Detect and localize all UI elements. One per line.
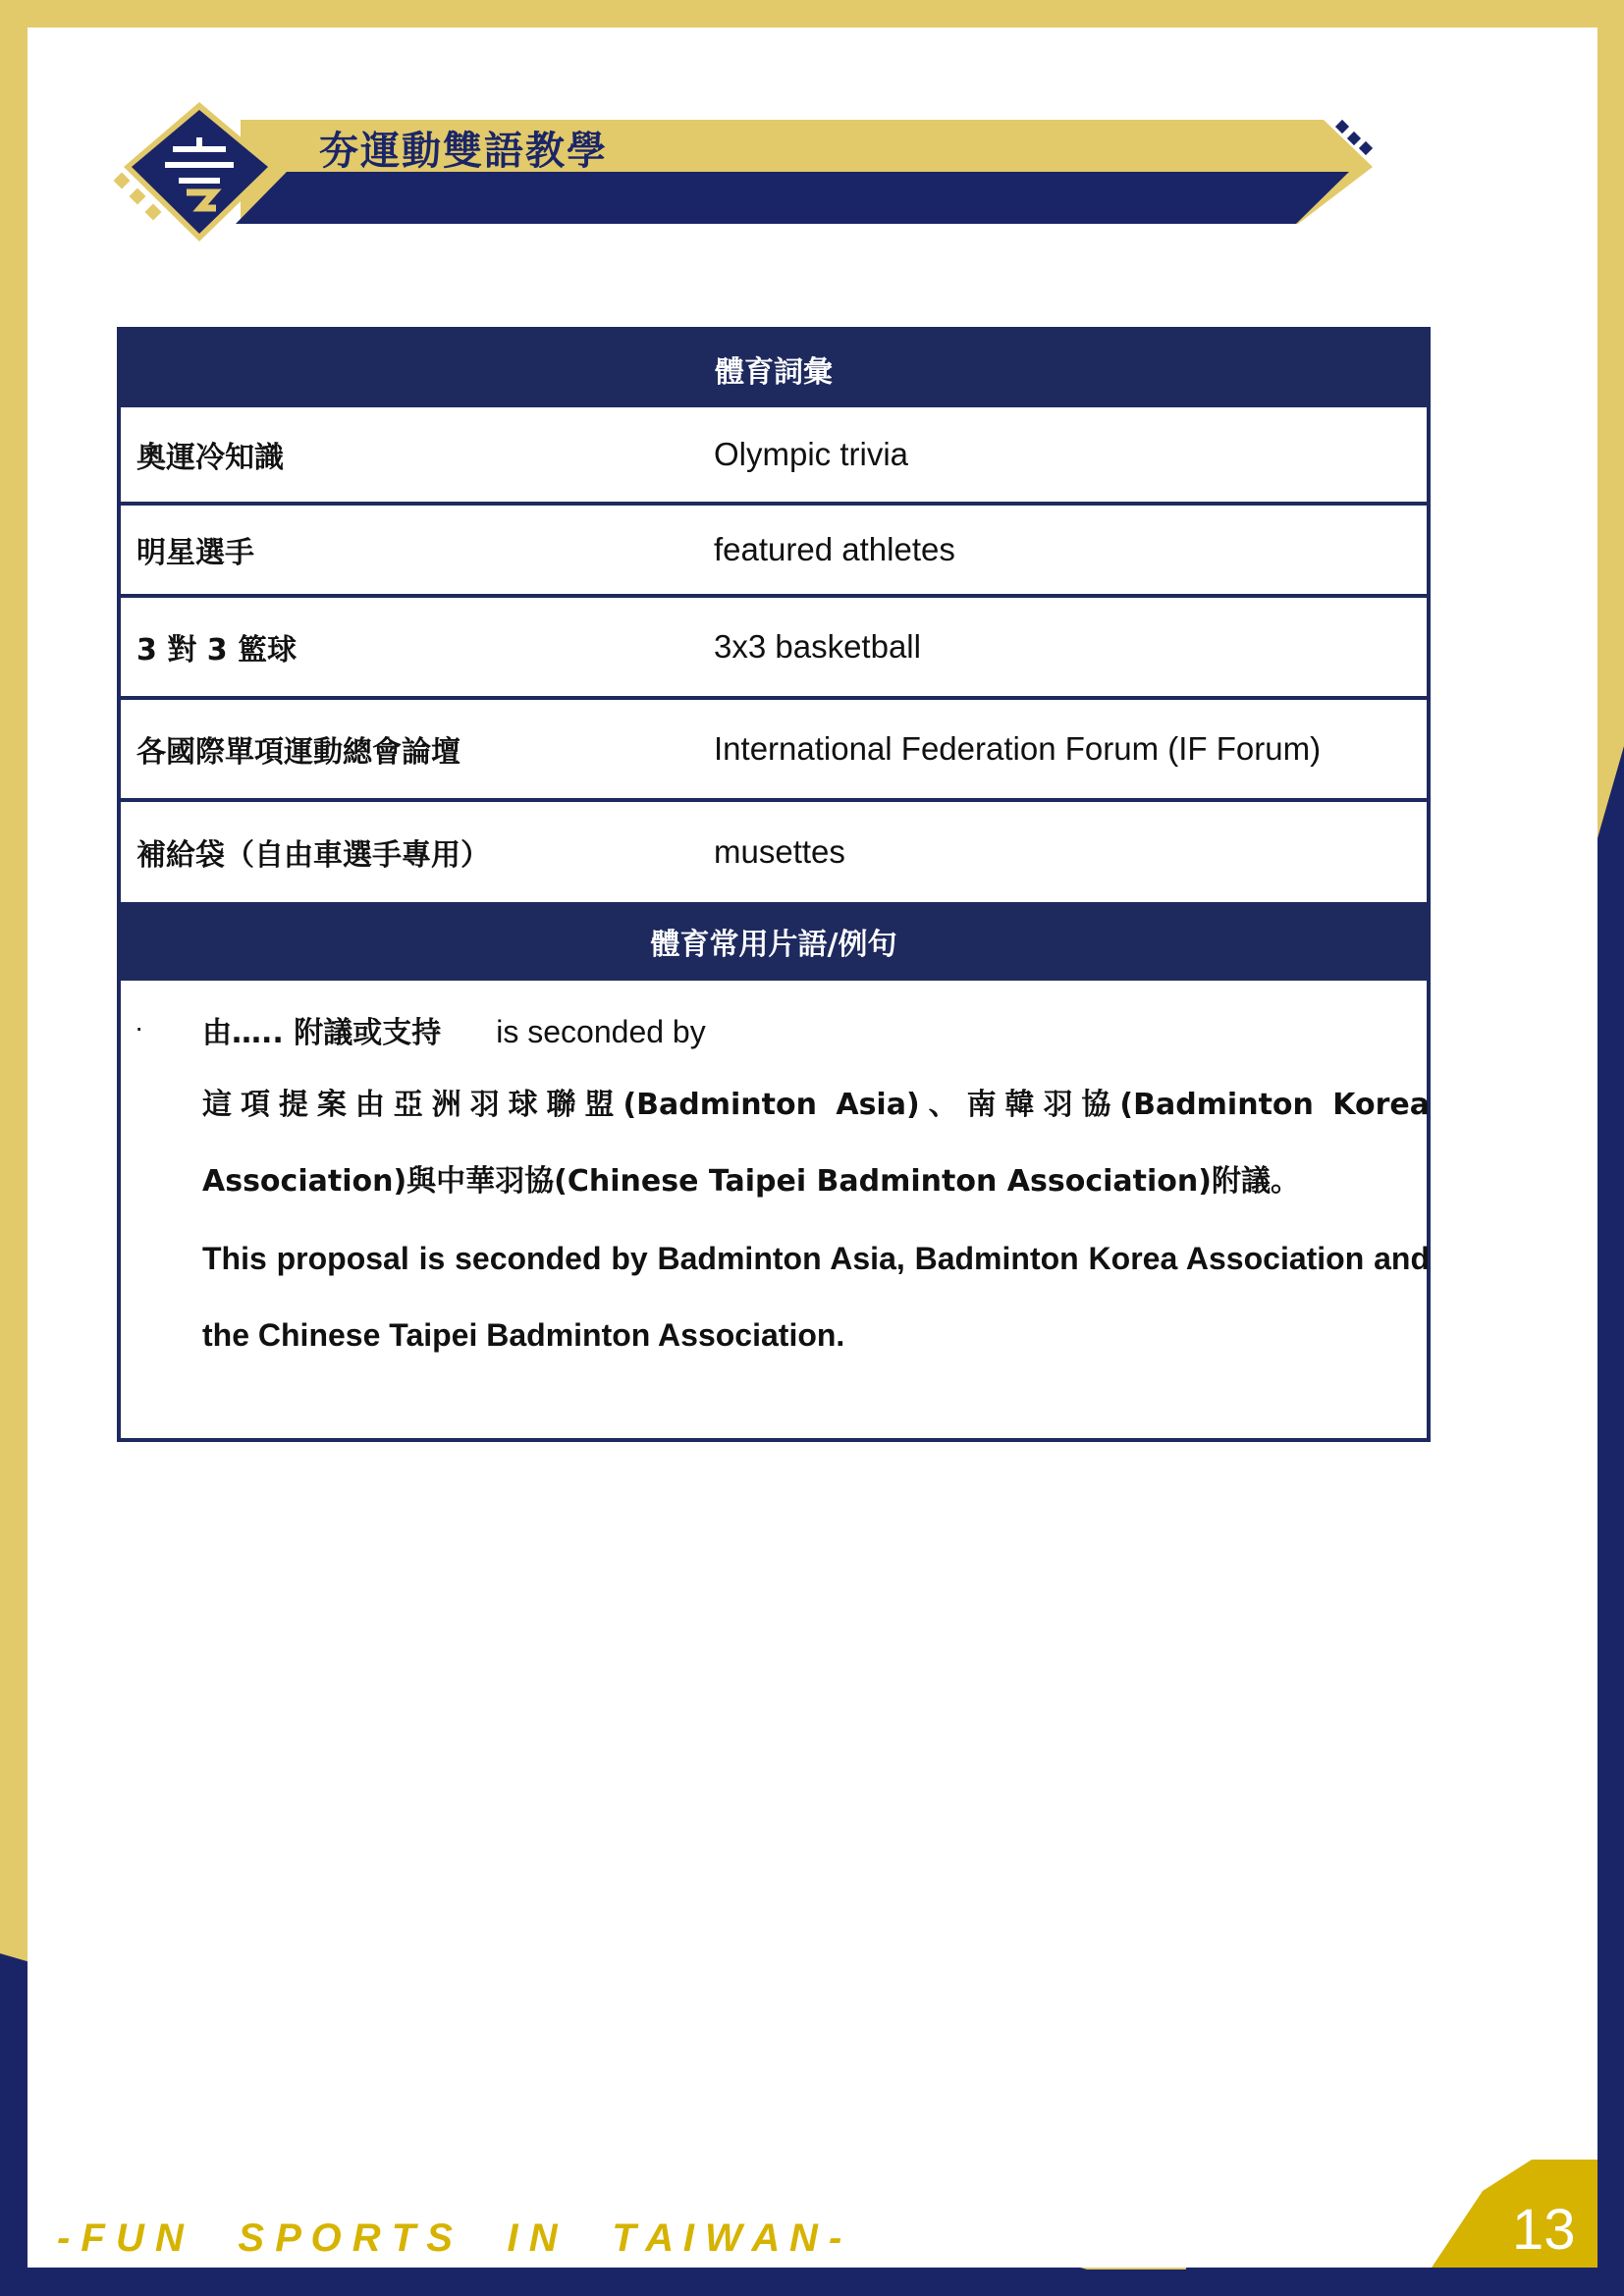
vocab-en: featured athletes [714,531,955,567]
vocab-row [121,598,1427,700]
phrases-heading: 體育常用片語/例句 [121,902,1427,981]
example-zh: 這項提案由亞洲羽球聯盟(Badminton Asia)、南韓羽協(Badminton Korea Association)與中華羽協(Chinese Taipei Badminton Association)附議。 [202,1088,1430,1199]
banner-navy [236,172,1349,224]
vocab-zh: 明星選手 [136,536,254,570]
phrase-zh: 由….. 附議或支持 [202,1016,442,1050]
vocab-row [121,802,1427,902]
vocab-zh: 補給袋（自由車選手專用） [136,838,490,873]
phrase-en: is seconded by [496,1014,706,1049]
page-title: 夯運動雙語教學 [319,129,608,174]
phrases-body [121,981,1430,1438]
vocab-zh: 各國際單項運動總會論壇 [136,735,460,770]
example-en: This proposal is seconded by Badminton Asia, Badminton Korea Association and the Chinese Taipei Badminton Association. [202,1241,1430,1353]
footer-tagline: - F U N S P O R T S I N T A I W A N - [57,2216,842,2260]
vocab-en: 3x3 basketball [714,628,921,665]
bullet-icon: · [135,1012,144,1042]
vocab-row [121,506,1427,598]
vocab-table [117,327,1431,1442]
vocab-heading: 體育詞彙 [121,331,1427,407]
vocab-row [121,407,1427,506]
vocab-zh: 3 對 3 籃球 [136,633,298,667]
vocab-row [121,700,1427,802]
vocab-en: International Federation Forum (IF Forum) [714,730,1322,767]
page-number: 13 [1512,2198,1576,2262]
vocab-en: Olympic trivia [714,436,909,472]
vocab-zh: 奧運冷知識 [136,441,284,475]
phrase-line [202,1008,706,1051]
vocab-en: musettes [714,833,845,870]
